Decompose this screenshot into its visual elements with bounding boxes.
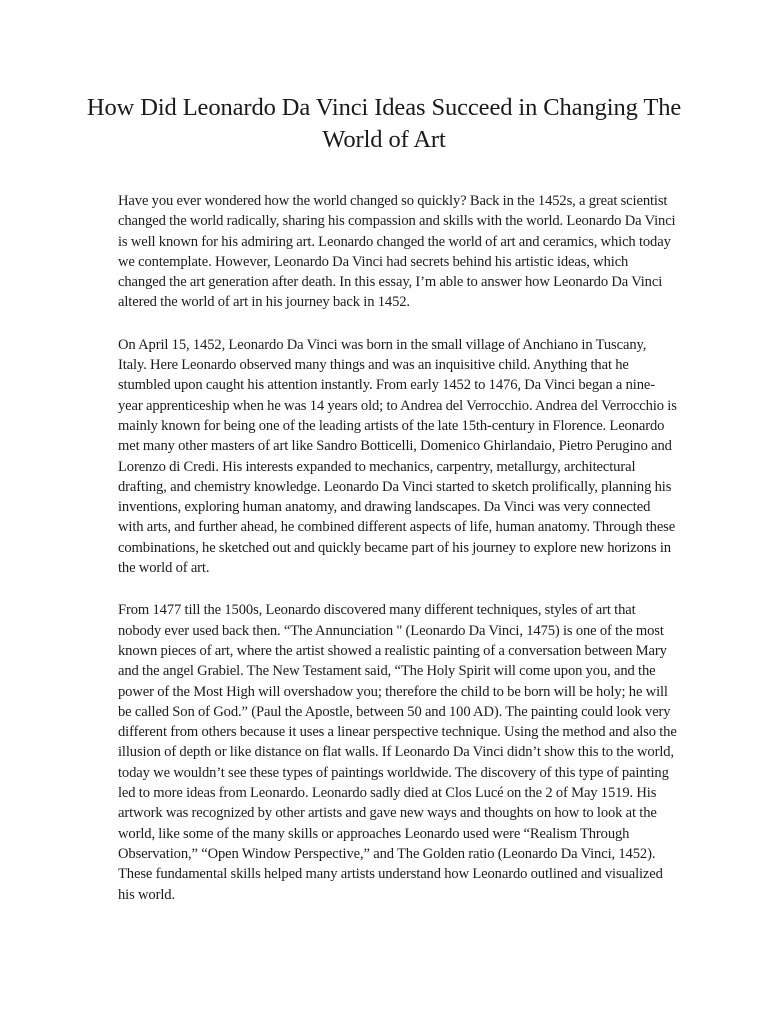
document-title: How Did Leonardo Da Vinci Ideas Succeed in Changing The World of Art [86,94,682,153]
paragraph-techniques: From 1477 till the 1500s, Leonardo discovered many different techniques, styles of art that nobody ever used back then. “The Annunciation " (Leonardo Da Vinci, 1475) is one of the most known pieces of art, where the artist showed a realistic painting of a conversation between Mary and the angel Grabiel. The New Testament said, “The Holy Spirit will come upon you, and the power of the Most High will overshadow you; therefore the child to be born will be holy; he will be called Son of God.” (Paul the Apostle, between 50 and 100 AD). The painting could look very different from others because it uses a linear perspective technique. Using the method and also the illusion of depth or like distance on flat walls. If Leonardo Da Vinci didn’t show this to the world, today we wouldn’t see these types of paintings worldwide. The discovery of this type of painting led to more ideas from Leonardo. Leonardo sadly died at Clos Lucé on the 2 of May 1519. His artwork was recognized by other artists and gave new ways and thoughts on how to look at the world, like some of the many skills or approaches Leonardo used were “Realism Through Observation,” “Open Window Perspective,” and The Golden ratio (Leonardo Da Vinci, 1452). These fundamental skills helped many artists understand how Leonardo outlined and visualized his world. [118,602,677,903]
paragraph-early-life: On April 15, 1452, Leonardo Da Vinci was born in the small village of Anchiano in Tuscany, Italy. Here Leonardo observed many things and was an inquisitive child. Anything that he stumbled upon caught his attention instantly. From early 1452 to 1476, Da Vinci began a nine-year apprenticeship when he was 14 years old; to Andrea del Verrocchio. Andrea del Verrocchio is mainly known for being one of the leading artists of the late 15th-century in Florence. Leonardo met many other masters of art like Sandro Botticelli, Domenico Ghirlandaio, Pietro Perugino and Lorenzo di Credi. His interests expanded to mechanics, carpentry, metallurgy, architectural drafting, and chemistry knowledge. Leonardo Da Vinci started to sketch prolifically, planning his inventions, exploring human anatomy, and drawing landscapes. Da Vinci was very connected with arts, and further ahead, he combined different aspects of life, human anatomy. Through these combinations, he sketched out and quickly became part of his journey to explore new horizons in the world of art. [118,336,677,577]
document-body [118,191,678,927]
paragraph-introduction: Have you ever wondered how the world changed so quickly? Back in the 1452s, a great scientist changed the world radically, sharing his compassion and skills with the world. Leonardo Da Vinci is well known for his admiring art. Leonardo changed the world of art and ceramics, which today we contemplate. However, Leonardo Da Vinci had secrets behind his artistic ideas, which changed the art generation after death. In this essay, I’m able to answer how Leonardo Da Vinci altered the world of art in his journey back in 1452. [118,193,676,311]
